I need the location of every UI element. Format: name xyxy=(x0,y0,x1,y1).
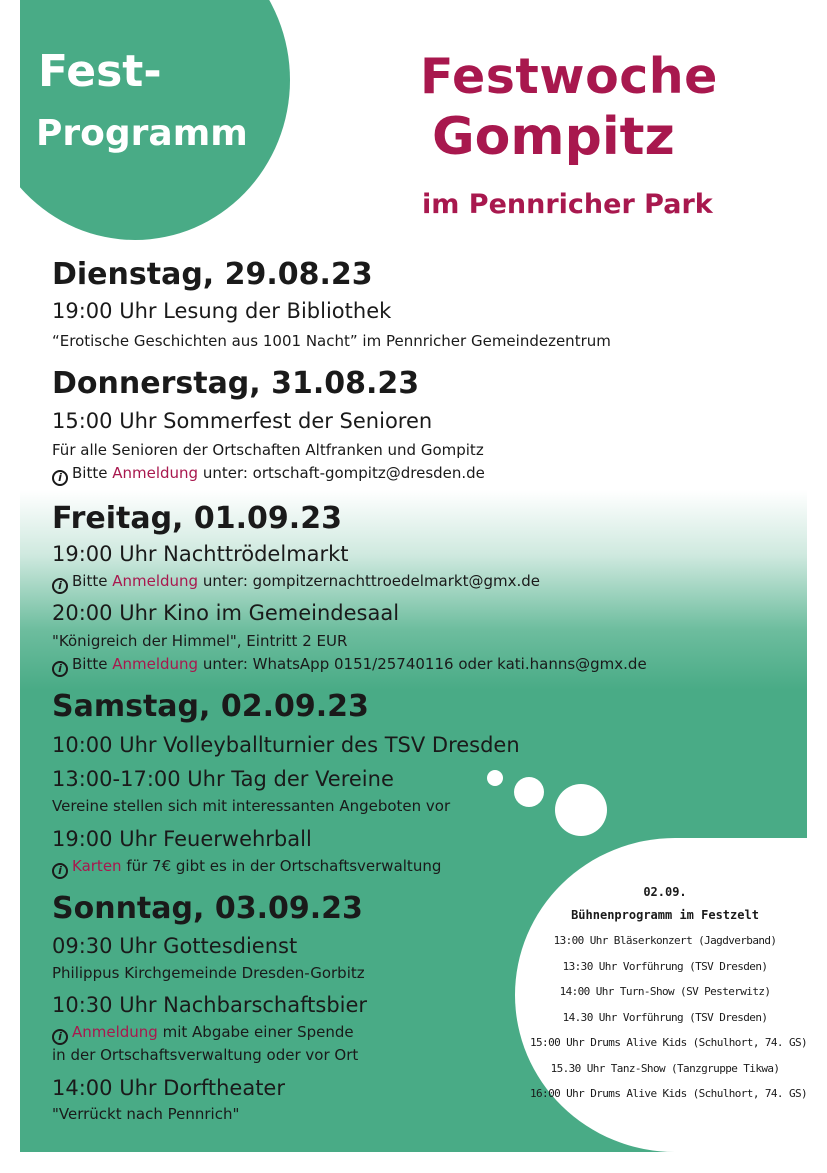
info-icon: i xyxy=(52,578,68,594)
stage-heading: Bühnenprogramm im Festzelt xyxy=(571,908,759,922)
event-title: 10:00 Uhr Volleyballturnier des TSV Dresden xyxy=(52,733,520,757)
stage-date: 02.09. xyxy=(643,885,687,899)
main-title-line2: Gompitz xyxy=(432,107,675,167)
event-note: Philippus Kirchgemeinde Dresden-Gorbitz xyxy=(52,964,365,982)
event-title: 20:00 Uhr Kino im Gemeindesaal xyxy=(52,601,400,625)
stage-item: 15:00 Uhr Drums Alive Kids (Schulhort, 74. GS) xyxy=(530,1036,808,1049)
event-note: “Erotische Geschichten aus 1001 Nacht” im Pennricher Gemeindezentrum xyxy=(52,332,611,350)
event-note: "Königreich der Himmel", Eintritt 2 EUR xyxy=(52,632,348,650)
registration-note: i Anmeldung mit Abgabe einer Spende xyxy=(52,1022,354,1045)
event-note: Für alle Senioren der Ortschaften Altfranken und Gompitz xyxy=(52,441,484,459)
subtitle: im Pennricher Park xyxy=(422,189,713,220)
event-title: 15:00 Uhr Sommerfest der Senioren xyxy=(52,409,433,433)
event-note: Vereine stellen sich mit interessanten Angeboten vor xyxy=(52,797,451,815)
event-title: 19:00 Uhr Lesung der Bibliothek xyxy=(52,299,392,323)
stage-program xyxy=(530,882,808,1107)
day-heading: Freitag, 01.09.23 xyxy=(52,501,342,536)
decor-bubble-small xyxy=(487,770,503,786)
fest-label: Fest- xyxy=(38,46,162,97)
registration-note: i Bitte Anmeldung unter: ortschaft-gompitz@dresden.de xyxy=(52,463,485,486)
decor-bubble-medium xyxy=(514,777,544,807)
programm-label: Programm xyxy=(36,113,248,154)
event-title: 09:30 Uhr Gottesdienst xyxy=(52,934,298,958)
event-title: 13:00-17:00 Uhr Tag der Vereine xyxy=(52,767,394,791)
info-icon: i xyxy=(52,1029,68,1045)
stage-item: 13:00 Uhr Bläserkonzert (Jagdverband) xyxy=(553,934,777,947)
info-icon: i xyxy=(52,863,68,879)
event-note: in der Ortschaftsverwaltung oder vor Ort xyxy=(52,1046,359,1064)
day-heading: Dienstag, 29.08.23 xyxy=(52,257,373,292)
day-heading: Samstag, 02.09.23 xyxy=(52,689,369,724)
decor-bubble-large xyxy=(555,784,607,836)
registration-note: i Bitte Anmeldung unter: gompitzernachttroedelmarkt@gmx.de xyxy=(52,571,540,594)
info-icon: i xyxy=(52,470,68,486)
main-title-line1: Festwoche xyxy=(420,48,718,105)
event-title: 14:00 Uhr Dorftheater xyxy=(52,1076,285,1100)
info-icon: i xyxy=(52,661,68,677)
stage-item: 16:00 Uhr Drums Alive Kids (Schulhort, 74. GS) xyxy=(530,1087,808,1100)
day-heading: Donnerstag, 31.08.23 xyxy=(52,366,420,401)
event-note: "Verrückt nach Pennrich" xyxy=(52,1105,240,1123)
event-title: 10:30 Uhr Nachbarschaftsbier xyxy=(52,993,368,1017)
stage-item: 15.30 Uhr Tanz-Show (Tanzgruppe Tikwa) xyxy=(550,1061,780,1075)
stage-item: 13:30 Uhr Vorführung (TSV Dresden) xyxy=(562,959,768,973)
stage-item: 14:00 Uhr Turn-Show (SV Pesterwitz) xyxy=(559,985,771,998)
day-heading: Sonntag, 03.09.23 xyxy=(52,891,363,926)
event-title: 19:00 Uhr Nachttrödelmarkt xyxy=(52,542,349,566)
event-title: 19:00 Uhr Feuerwehrball xyxy=(52,827,312,851)
stage-item: 14.30 Uhr Vorführung (TSV Dresden) xyxy=(562,1010,768,1024)
registration-note: i Karten für 7€ gibt es in der Ortschaftsverwaltung xyxy=(52,856,441,879)
registration-note: i Bitte Anmeldung unter: WhatsApp 0151/25740116 oder kati.hanns@gmx.de xyxy=(52,654,647,677)
